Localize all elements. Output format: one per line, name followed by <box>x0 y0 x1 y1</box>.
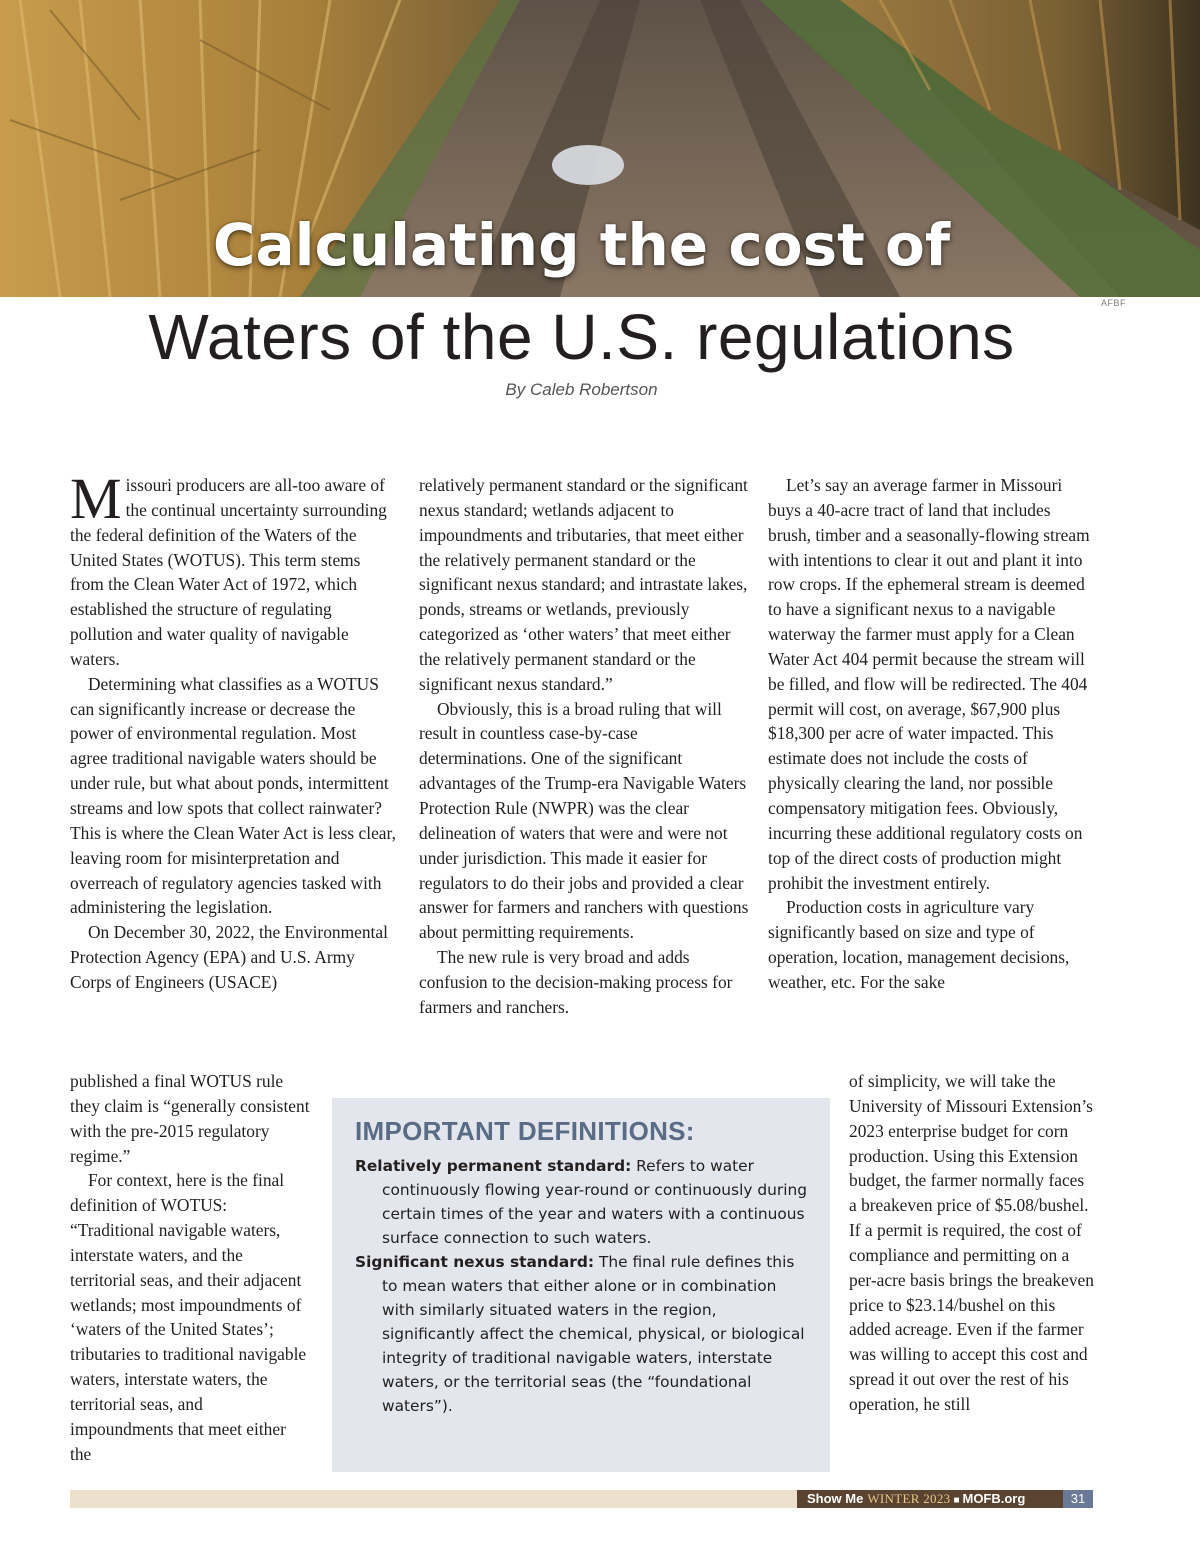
definition-term: Relatively permanent standard: <box>355 1157 632 1175</box>
paragraph: of simplicity, we will take the University of Missouri Extension’s 2023 enterprise budget for corn production. Using this Extension budget, the farmer normally faces a breakeven price of $5.08/bushel. If a permit is required, the cost of compliance and permitting on a per-acre basis brings the breakeven price to $23.14/bushel on this added acreage. Even if the farmer was willing to accept this cost and spread it out over the rest of his operation, he still <box>849 1071 1094 1414</box>
paragraph: For context, here is the final definition of WOTUS: “Traditional navigable waters, interstate waters, and the territorial seas, and their adjacent wetlands; most impoundments of ‘waters of the United States’; tributaries to traditional navigable waters, interstate waters, the territorial seas, and impoundments that meet either the <box>70 1170 307 1464</box>
definitions-sidebar <box>332 1098 830 1472</box>
paragraph: Obviously, this is a broad ruling that will result in countless case-by-case determinations. One of the significant advantages of the Trump-era Navigable Waters Protection Rule (NWPR) was the clear delineation of waters that were and were not under jurisdiction. This made it easier for regulators to do their jobs and provided a clear answer for farmers and ranchers with questions about permitting requirements. <box>419 698 749 943</box>
column-1-lower <box>70 1069 310 1467</box>
paragraph: Determining what classifies as a WOTUS can significantly increase or decrease the power of environmental regulation. Most agree traditional navigable waters should be under rule, but what about ponds, intermittent streams and low spots that collect rainwater? This is where the Clean Water Act is less clear, leaving room for misinterpretation and overreach of regulatory agencies tasked with administering the legislation. <box>70 673 396 918</box>
hero-photo <box>0 0 1200 297</box>
separator-square: ■ <box>953 1495 960 1506</box>
definition-text: Refers to water continuously flowing year-round or continuously during certain times of the year and waters with a continuous surface connection to such waters. <box>382 1157 807 1247</box>
photo-credit: AFBF <box>1100 298 1126 308</box>
definition-item <box>355 1250 810 1418</box>
byline: By Caleb Robertson <box>505 380 658 399</box>
column-1 <box>70 466 397 995</box>
column-2 <box>419 473 749 1020</box>
paragraph: Let’s say an average farmer in Missouri buys a 40-acre tract of land that includes brush, timber and a seasonally-flowing stream with intentions to clear it out and plant it into row crops. If the ephemeral stream is deemed to have a significant nexus to a navigable waterway the farmer must apply for a Clean Water Act 404 permit because the stream will be filled, and flow will be redirected. The 404 permit will cost, on average, $67,900 plus $18,300 per acre of water impacted. This estimate does not include the costs of physically clearing the land, nor possible compensatory mitigation fees. Obviously, incurring these additional regulatory costs on top of the direct costs of production might prohibit the investment entirely. <box>768 475 1090 893</box>
definitions-list <box>355 1154 810 1418</box>
paragraph: relatively permanent standard or the significant nexus standard; wetlands adjacent to impoundments and tributaries, that meet either the relatively permanent standard or the significant nexus standard; and intrastate lakes, ponds, streams or wetlands, previously categorized as ‘other waters’ that meet either the relatively permanent standard or the significant nexus standard.” <box>419 475 748 694</box>
dropcap: M <box>70 466 122 531</box>
title-line-2: Waters of the U.S. regulations <box>148 301 1015 373</box>
paragraph-text: issouri producers are all-too aware of the continual uncertainty surrounding the federal definition of the Waters of the United States (WOTUS). This term stems from the Clean Water Act of 1972, which established the structure of regulating pollution and water quality of navigable waters. <box>70 475 387 669</box>
paragraph: published a final WOTUS rule they claim is “generally consistent with the pre-2015 regulatory regime.” <box>70 1071 310 1166</box>
magazine-brand: Show Me <box>807 1491 864 1506</box>
definitions-heading: IMPORTANT DEFINITIONS: <box>355 1116 695 1146</box>
definition-text: The final rule defines this to mean waters that either alone or in combination with similarly situated waters in the region, significantly affect the chemical, physical, or biological integrity of traditional navigable waters, interstate waters, or the territorial seas (the “foundational waters”). <box>382 1253 805 1415</box>
paragraph <box>70 466 397 672</box>
page-number: 31 <box>1063 1490 1093 1508</box>
issue-label: WINTER 2023 <box>867 1491 951 1506</box>
paragraph: The new rule is very broad and adds confusion to the decision-making process for farmers and ranchers. <box>419 947 733 1017</box>
paragraph: On December 30, 2022, the Environmental Protection Agency (EPA) and U.S. Army Corps of Engineers (USACE) <box>70 922 388 992</box>
column-3 <box>768 473 1093 995</box>
website-link[interactable]: MOFB.org <box>962 1491 1026 1506</box>
definition-term: Significant nexus standard: <box>355 1253 595 1271</box>
paragraph: Production costs in agriculture vary significantly based on size and type of operation, location, management decisions, weather, etc. For the sake <box>768 897 1070 992</box>
title-line-1: Calculating the cost of <box>212 211 951 279</box>
column-3-lower <box>849 1069 1094 1417</box>
definition-item <box>355 1154 810 1250</box>
footer-masthead <box>797 1490 1063 1508</box>
